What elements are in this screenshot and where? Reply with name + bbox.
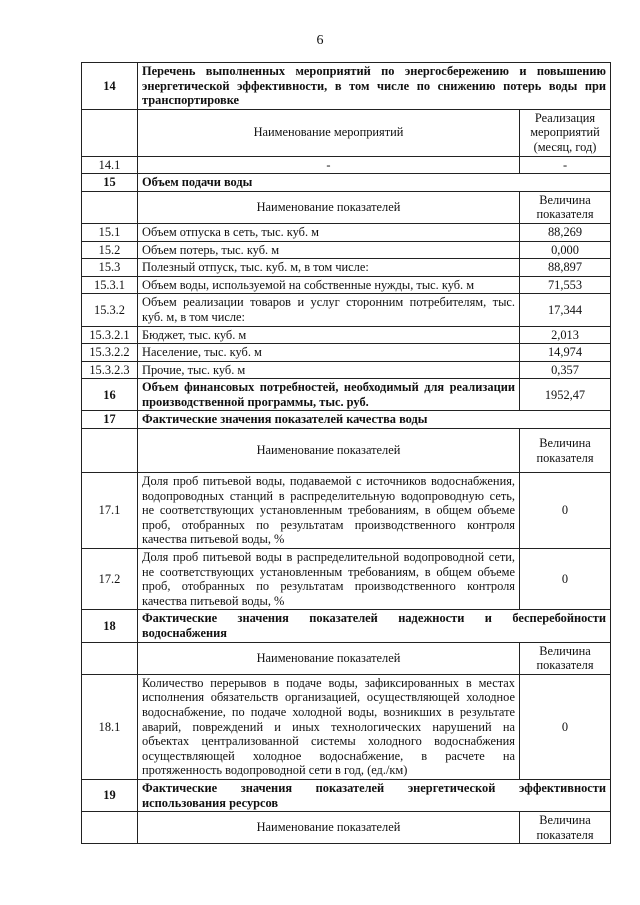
row-label: - xyxy=(138,156,520,174)
row-value: 14,974 xyxy=(520,344,611,362)
row-label: Объем реализации товаров и услуг сторонним потребителям, тыс. куб. м, в том числе: xyxy=(138,294,520,326)
column-header-name: Наименование показателей xyxy=(138,812,520,844)
column-header-row xyxy=(82,191,611,223)
table-row xyxy=(82,156,611,174)
section-row-14 xyxy=(82,63,611,110)
row-value: 1952,47 xyxy=(520,379,611,411)
row-number: 15.3.2.2 xyxy=(82,344,138,362)
row-value: 2,013 xyxy=(520,326,611,344)
column-header-row xyxy=(82,812,611,844)
section-row-19 xyxy=(82,779,611,811)
table-row xyxy=(82,473,611,549)
column-header-value: Реализация мероприятий (месяц, год) xyxy=(520,109,611,156)
column-header-value: Величина показателя xyxy=(520,642,611,674)
column-header-name: Наименование показателей xyxy=(138,429,520,473)
section-row-16 xyxy=(82,379,611,411)
row-label: Объем воды, используемой на собственные нужды, тыс. куб. м xyxy=(138,276,520,294)
row-number: 15 xyxy=(82,174,138,192)
row-label: Объем отпуска в сеть, тыс. куб. м xyxy=(138,223,520,241)
column-header-name: Наименование мероприятий xyxy=(138,109,520,156)
row-label: Доля проб питьевой воды в распределительной водопроводной сети, не соответствующих установленным требованиям, в общем объеме проб, отобранных по результатам производственного контроля качества питьевой воды, % xyxy=(138,549,520,610)
table-row xyxy=(82,259,611,277)
row-number: 18.1 xyxy=(82,674,138,779)
table-row xyxy=(82,344,611,362)
row-label: Доля проб питьевой воды, подаваемой с источников водоснабжения, водопроводных станций в распределительную водопроводную сеть, не соответствующих установленным требованиям, в общем объеме проб, отобранных по результатам производственного контроля качества питьевой воды, % xyxy=(138,473,520,549)
row-number: 18 xyxy=(82,610,138,642)
section-title: Перечень выполненных мероприятий по энергосбережению и повышению энергетической эффективности, в том числе по снижению потерь воды при транспортировке xyxy=(138,63,611,110)
section-title: Фактические значения показателей качества воды xyxy=(138,411,611,429)
row-number: 15.3.1 xyxy=(82,276,138,294)
row-number: 15.3.2 xyxy=(82,294,138,326)
row-number: 15.3 xyxy=(82,259,138,277)
row-number: 14.1 xyxy=(82,156,138,174)
row-value: 0,357 xyxy=(520,361,611,379)
table-row xyxy=(82,223,611,241)
row-value: 0,000 xyxy=(520,241,611,259)
row-value: 88,897 xyxy=(520,259,611,277)
row-value: 88,269 xyxy=(520,223,611,241)
row-number: 16 xyxy=(82,379,138,411)
section-title: Фактические значения показателей надежности и бесперебойности водоснабжения xyxy=(138,610,611,642)
table-row xyxy=(82,241,611,259)
program-table xyxy=(81,62,611,844)
row-label: Количество перерывов в подаче воды, зафиксированных в местах исполнения обязательств организацией, осуществляющей холодное водоснабжение, по подаче холодной воды, возникших в результате аварий, повреждений и иных технологических нарушений на объектах централизованной системы холодного водоснабжения осуществляющей холодное водоснабжение, в расчете на протяженность водопроводной сети в год, (ед./км) xyxy=(138,674,520,779)
column-header-value: Величина показателя xyxy=(520,191,611,223)
section-row-15 xyxy=(82,174,611,192)
section-title: Фактические значения показателей энергетической эффективности использования ресурсов xyxy=(138,779,611,811)
row-label: Бюджет, тыс. куб. м xyxy=(138,326,520,344)
section-row-18 xyxy=(82,610,611,642)
column-header-row xyxy=(82,109,611,156)
section-title: Объем финансовых потребностей, необходимый для реализации производственной программы, тыс. руб. xyxy=(138,379,520,411)
row-label: Прочие, тыс. куб. м xyxy=(138,361,520,379)
row-number: 15.1 xyxy=(82,223,138,241)
section-row-17 xyxy=(82,411,611,429)
row-value: 17,344 xyxy=(520,294,611,326)
row-label: Объем потерь, тыс. куб. м xyxy=(138,241,520,259)
row-label: Полезный отпуск, тыс. куб. м, в том числе: xyxy=(138,259,520,277)
row-number: 17.2 xyxy=(82,549,138,610)
column-header-name: Наименование показателей xyxy=(138,191,520,223)
table-row xyxy=(82,549,611,610)
section-title: Объем подачи воды xyxy=(138,174,611,192)
row-value: 71,553 xyxy=(520,276,611,294)
page-number: 6 xyxy=(316,33,324,48)
row-number: 17.1 xyxy=(82,473,138,549)
row-value: - xyxy=(520,156,611,174)
table-row xyxy=(82,674,611,779)
row-number: 15.2 xyxy=(82,241,138,259)
table-row xyxy=(82,294,611,326)
column-header-value: Величина показателя xyxy=(520,812,611,844)
row-number: 19 xyxy=(82,779,138,811)
column-header-row xyxy=(82,429,611,473)
row-number: 15.3.2.3 xyxy=(82,361,138,379)
row-number: 15.3.2.1 xyxy=(82,326,138,344)
table-row xyxy=(82,361,611,379)
column-header-name: Наименование показателей xyxy=(138,642,520,674)
row-label: Население, тыс. куб. м xyxy=(138,344,520,362)
table-row xyxy=(82,326,611,344)
table-row xyxy=(82,276,611,294)
row-number: 17 xyxy=(82,411,138,429)
column-header-row xyxy=(82,642,611,674)
row-value: 0 xyxy=(520,473,611,549)
row-value: 0 xyxy=(520,549,611,610)
row-number: 14 xyxy=(82,63,138,110)
row-value: 0 xyxy=(520,674,611,779)
column-header-value: Величина показателя xyxy=(520,429,611,473)
